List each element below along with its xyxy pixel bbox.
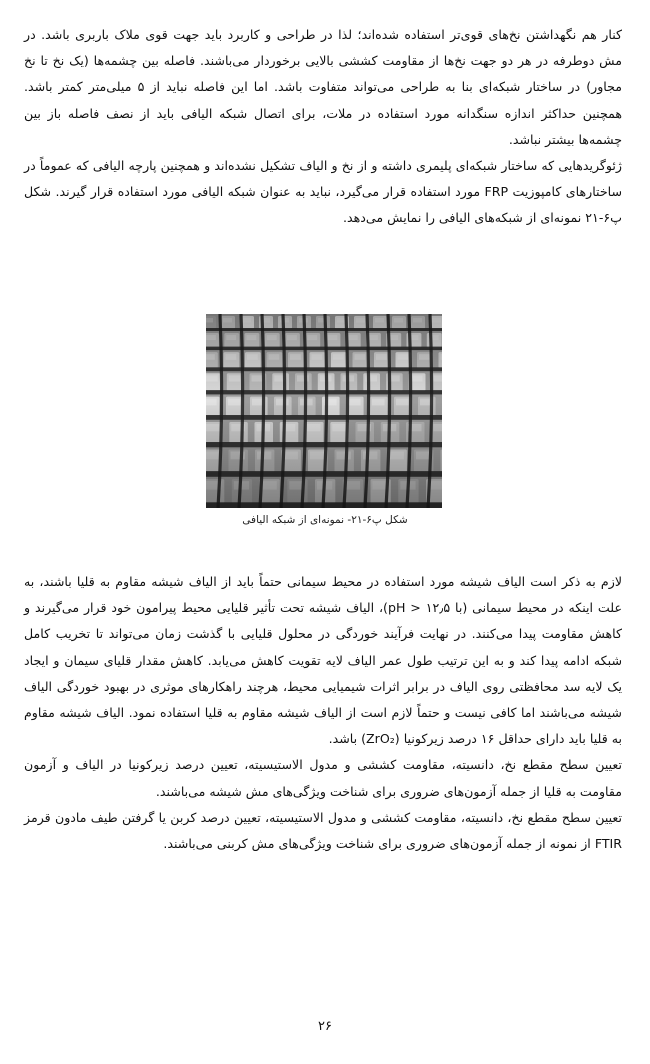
paragraph-carbon-mesh-tests: تعیین سطح مقطع نخ، دانسیته، مقاومت کششی و مدول الاستیسیته، تعیین درصد کربن یا گرفتن طیف مادون قرمز FTIR از نمونه از جمله آزمون‌های ضروری برای شناخت ویژگی‌های مش کربنی می‌باشند. [24, 809, 622, 852]
bottom-text-block [24, 569, 622, 857]
paragraph-geogrids: ژئوگریدهایی که ساختار شبکه‌ای پلیمری داشته و از نخ و الیاف تشکیل نشده‌اند و همچنین پارچه الیافی که عموماً در ساختارهای کامپوزیت FRP مورد استفاده قرار می‌گیرد، نباید به عنوان شبکه الیافی مورد استفاده قرار گیرند. شکل پ۶-۲۱ نمونه‌ای از شبکه‌های الیافی را نمایش می‌دهد. [24, 158, 623, 226]
page-number: ۲۶ [318, 1019, 332, 1034]
paragraph-mesh-spacing: کنار هم نگهداشتن نخ‌های قوی‌تر استفاده شده‌اند؛ لذا در طراحی و کاربرد باید جهت قوی ملاک باربری باشد. در مش دوطرفه در هر دو جهت نخ‌ها از مقاومت کششی بالایی برخوردار می‌باشند. فاصله بین چشمه‌ها (یک نخ تا نخ مجاور) در ساختار شبکه‌ای بنا به طراحی می‌تواند متفاوت باشد. اما این فاصله نباید از ۵ میلی‌متر کمتر باشد. همچنین حداکثر اندازه سنگدانه مورد استفاده در ملات، برای اتصال شبکه الیافی باید از نصف فاصله باز بین چشمه‌ها بیشتر نباشد. [24, 27, 622, 147]
paragraph-alkali-resistance: لازم به ذکر است الیاف شیشه مورد استفاده در محیط سیمانی حتماً باید از الیاف شیشه مقاوم به قلیا باشند، به علت اینکه در محیط سیمانی (با pH > ۱۲٫۵)، الیاف شیشه تحت تأثیر قلیایی محیط پیرامون خود قرار می‌گیرند و کاهش مقاومت پیدا می‌کنند. در نهایت فرآیند خوردگی در محلول قلیایی با گذشت زمان می‌تواند تا تخریب کامل شبکه ادامه پیدا کند و به این ترتیب طول عمر الیاف لایه تقویت کاهش می‌یابد. کاهش مقدار قلیای سیمان و ایجاد یک لایه سد محافظتی روی الیاف در برابر اثرات شیمیایی محیط، هرچند راهکارهای موثری در بهبود خوردگی الیاف شیشه می‌باشند اما کافی نیست و حتماً لازم است از الیاف شیشه مقاوم به قلیا استفاده نمود. الیاف شیشه مقاوم به قلیا باید دارای حداقل ۱۶ درصد زیرکونیا (ZrO₂) باشد. [24, 574, 622, 747]
fiber-mesh-photo [206, 314, 442, 508]
paragraph-glass-mesh-tests: تعیین سطح مقطع نخ، دانسیته، مقاومت کششی و مدول الاستیسیته، تعیین درصد زیرکونیا در الیاف و آزمون مقاومت به قلیا از جمله آزمون‌های ضروری برای شناخت ویژگی‌های مش شیشه می‌باشند. [24, 757, 622, 799]
figure-caption: شکل پ۶-۲۱- نمونه‌ای از شبکه الیافی [242, 514, 408, 526]
fiber-mesh-image [206, 314, 442, 508]
top-text-block [24, 22, 622, 232]
